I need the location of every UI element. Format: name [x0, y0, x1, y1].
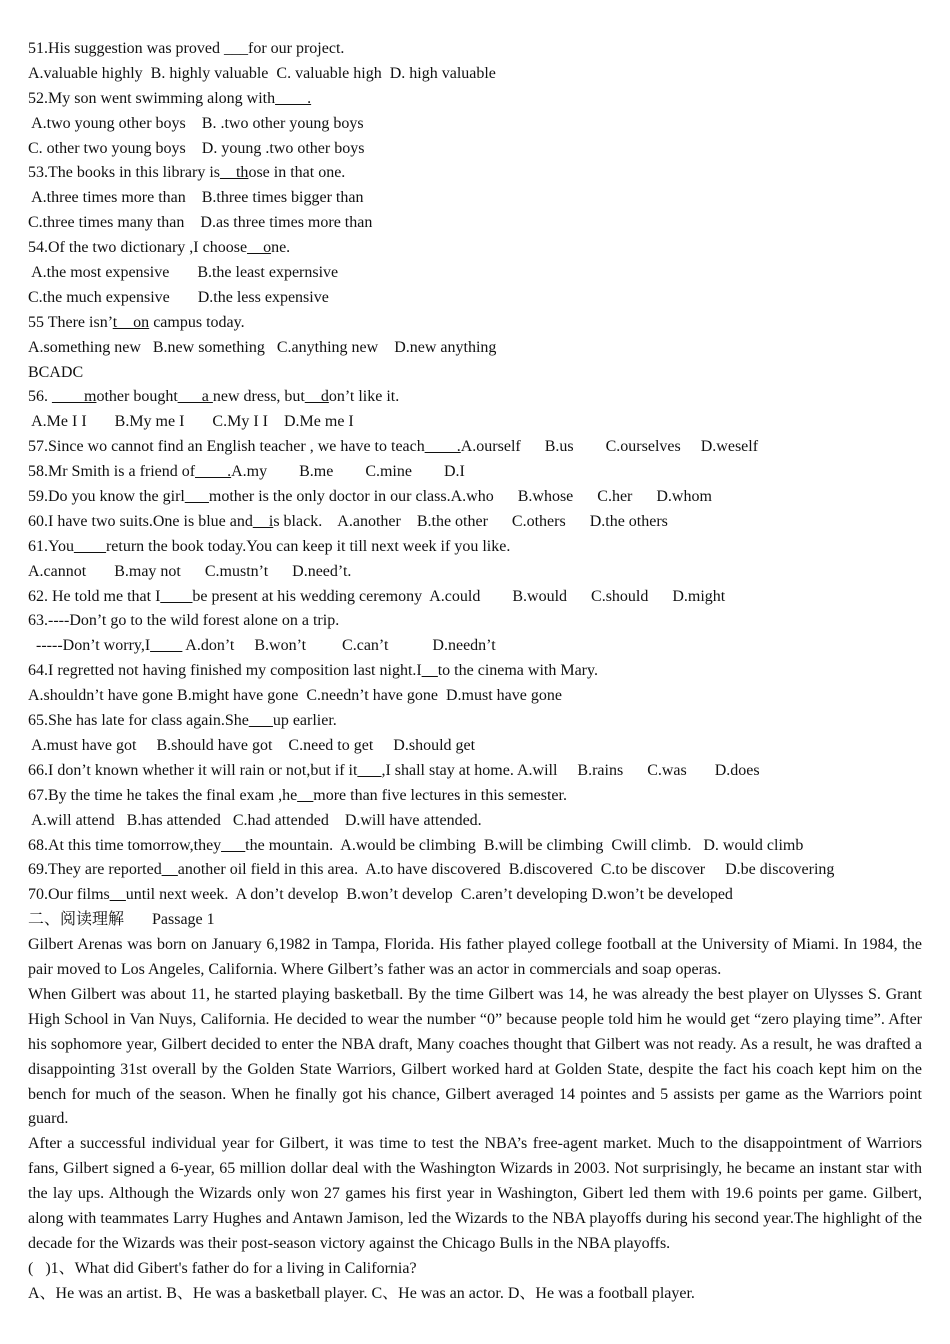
- exercise-line: [28, 286, 922, 311]
- exercise-line: [28, 883, 922, 908]
- text-segment: on’t like it.: [328, 388, 400, 406]
- text-segment: more than five lectures in this semester.: [313, 786, 567, 804]
- text-segment: -----Don’t worry,I: [28, 637, 151, 655]
- blank-segment: __: [109, 886, 126, 904]
- question-1: ( )1、What did Gibert's father do for a living in California?: [28, 1259, 417, 1277]
- exercise-line: [28, 585, 922, 610]
- text-segment: campus today.: [149, 313, 245, 331]
- text-segment: 62. He told me that I: [28, 587, 161, 605]
- text-segment: C.three times many than D.as three times more than: [28, 214, 373, 232]
- text-segment: s black. A.another B.the other C.others D.the others: [273, 512, 668, 530]
- text-segment: 63.----Don’t go to the wild forest alone on a trip.: [28, 612, 340, 630]
- document-page: [28, 37, 922, 1307]
- blank-segment: ___a: [177, 388, 213, 406]
- exercise-line: [28, 609, 922, 634]
- blank-segment: ____: [160, 587, 193, 605]
- text-segment: 67.By the time he takes the final exam ,he: [28, 786, 298, 804]
- exercise-line: [28, 211, 922, 236]
- exercise-line: [28, 161, 922, 186]
- exercise-line: [28, 361, 922, 386]
- exercise-line: [28, 759, 922, 784]
- text-segment: A.cannot B.may not C.mustn’t D.need’t.: [28, 562, 352, 580]
- text-segment: 70.Our films: [28, 886, 110, 904]
- exercise-line: [28, 87, 922, 112]
- text-segment: C. other two young boys D. young .two other boys: [28, 139, 365, 157]
- text-segment: C.the much expensive D.the less expensive: [28, 288, 329, 306]
- text-segment: ___: [223, 40, 248, 57]
- text-segment: 58.Mr Smith is a friend of: [28, 463, 196, 481]
- exercise-lines: [28, 37, 922, 933]
- text-segment: ,I shall stay at home. A.will B.rains C.was D.does: [381, 761, 760, 779]
- exercise-line: [28, 535, 922, 560]
- exercise-line: [28, 634, 922, 659]
- text-segment: until next week. A don’t develop B.won’t develop C.aren’t developing D.won’t be developed: [125, 886, 733, 904]
- exercise-line: [28, 560, 922, 585]
- exercise-line: [28, 385, 922, 410]
- blank-segment: __: [297, 786, 314, 804]
- blank-segment: ___: [248, 712, 273, 730]
- exercise-line: [28, 186, 922, 211]
- exercise-line: [28, 510, 922, 535]
- text-segment: 54.Of the two dictionary ,I choose: [28, 239, 248, 257]
- text-segment: mother is the only doctor in our class.A.who B.whose C.her D.whom: [208, 488, 712, 506]
- text-segment: 59.Do you know the girl: [28, 488, 185, 506]
- blank-segment: __d: [304, 388, 329, 406]
- blank-segment: __o: [247, 239, 272, 257]
- text-segment: 69.They are reported: [28, 861, 162, 879]
- blank-segment: ___: [357, 761, 382, 779]
- text-segment: A.must have got B.should have got C.need to get D.should get: [28, 736, 476, 754]
- text-segment: 64.I regretted not having finished my composition last night.I: [28, 662, 422, 680]
- text-segment: 51.His suggestion was proved: [28, 40, 224, 57]
- text-segment: A.valuable highly B. highly valuable C. valuable high D. high valuable: [28, 64, 496, 82]
- text-segment: A.shouldn’t have gone B.might have gone C.needn’t have gone D.must have gone: [28, 687, 562, 705]
- text-segment: be present at his wedding ceremony A.could B.would C.should D.might: [192, 587, 726, 605]
- blank-segment: __: [421, 662, 438, 680]
- text-segment: BCADC: [28, 363, 84, 381]
- text-segment: A.don’t B.won’t C.can’t D.needn’t: [182, 637, 496, 655]
- blank-segment: ____.: [195, 463, 232, 481]
- exercise-line: [28, 460, 922, 485]
- exercise-line: [28, 659, 922, 684]
- text-segment: ne.: [271, 239, 291, 257]
- text-segment: A.ourself B.us C.ourselves D.weself: [460, 438, 759, 456]
- text-segment: 55 There isn’: [28, 313, 113, 331]
- exercise-line: [28, 410, 922, 435]
- exercise-line: [28, 236, 922, 261]
- text-segment: for our project.: [247, 40, 345, 57]
- exercise-line: [28, 784, 922, 809]
- exercise-line: [28, 112, 922, 137]
- blank-segment: ___: [184, 488, 209, 506]
- exercise-line: [28, 336, 922, 361]
- blank-segment: ____: [73, 537, 106, 555]
- blank-segment: ___: [221, 836, 246, 854]
- text-segment: A.Me I I B.My me I C.My I I D.Me me I: [28, 413, 354, 431]
- exercise-line: [28, 684, 922, 709]
- text-segment: new dress, but: [212, 388, 305, 406]
- exercise-line: [28, 137, 922, 162]
- blank-segment: __: [161, 861, 178, 879]
- text-segment: 60.I have two suits.One is blue and: [28, 512, 253, 530]
- text-segment: to the cinema with Mary.: [437, 662, 598, 680]
- text-segment: A.will attend B.has attended C.had attended D.will have attended.: [28, 811, 482, 829]
- text-segment: up earlier.: [272, 712, 337, 730]
- exercise-line: [28, 908, 922, 933]
- exercise-line: [28, 709, 922, 734]
- text-segment: another oil field in this area. A.to have discovered B.discovered C.to be discover D.be discovering: [177, 861, 835, 879]
- blank-segment: __th: [219, 164, 249, 182]
- exercise-line: [28, 734, 922, 759]
- text-segment: the mountain. A.would be climbing B.will be climbing Cwill climb. D. would climb: [245, 836, 804, 854]
- exercise-line: [28, 485, 922, 510]
- text-segment: 二、阅读理解 Passage 1: [28, 911, 215, 929]
- exercise-line: [28, 62, 922, 87]
- text-segment: return the book today.You can keep it till next week if you like.: [105, 537, 511, 555]
- passage-paragraph-2: When Gilbert was about 11, he started playing basketball. By the time Gilbert was 14, he was already the best player on Ulysses S. Grant High School in Van Nuys, California. He decided to wear the number “0” because people told him he would get “zero playing time”. After his sophomore year, Gilbert decided to enter the NBA draft, Many coaches thought that Gilbert was not ready. As a result, he was drafted a disappointing 31st overall by the Golden State Warriors, Gilbert worked hard at Golden State, despite the fact his coach kept him on the bench for much of the season. When he finally got his chance, Gilbert averaged 14 pointes and 5 assists per game as the Warriors point guard.: [28, 985, 922, 1128]
- exercise-line: [28, 261, 922, 286]
- text-segment: ose in that one.: [248, 164, 346, 182]
- exercise-line: [28, 37, 922, 62]
- passage-paragraph-3: After a successful individual year for Gilbert, it was time to test the NBA’s free-agent market. Much to the disappointment of Warriors fans, Gilbert signed a 6-year, 65 million dollar deal with the Washington Wizards in 2003. Not surprisingly, he became an instant star with the lay ups. Although the Wizards only won 27 games his first year in Washington, Gibert led them with 19.6 points per game. Gilbert, along with teammates Larry Hughes and Antawn Jamison, led the Wizards to the NBA playoffs during his second year.The highlight of the decade for the Wizards was their post-season victory against the Chicago Bulls in the NBA playoffs.: [28, 1135, 922, 1252]
- blank-segment: t__on: [112, 313, 150, 331]
- text-segment: A.three times more than B.three times bigger than: [28, 189, 364, 207]
- exercise-line: [28, 435, 922, 460]
- text-segment: other bought: [96, 388, 178, 406]
- text-segment: 56.: [28, 388, 52, 406]
- blank-segment: ____.: [275, 89, 312, 107]
- blank-segment: ____m: [52, 388, 97, 406]
- blank-segment: __i: [252, 512, 274, 530]
- exercise-line: [28, 809, 922, 834]
- text-segment: A.my B.me C.mine D.I: [231, 463, 465, 481]
- text-segment: 66.I don’t known whether it will rain or not,but if it: [28, 761, 358, 779]
- exercise-line: [28, 858, 922, 883]
- text-segment: 57.Since wo cannot find an English teacher , we have to teach: [28, 438, 425, 456]
- text-segment: 52.My son went swimming along with: [28, 89, 276, 107]
- passage-paragraph-1: Gilbert Arenas was born on January 6,1982 in Tampa, Florida. His father played college football at the University of Miami. In 1984, the pair moved to Los Angeles, California. Where Gilbert’s father was an actor in commercials and soap operas.: [28, 936, 922, 978]
- text-segment: 53.The books in this library is: [28, 164, 220, 182]
- text-segment: 68.At this time tomorrow,they: [28, 836, 222, 854]
- text-segment: A.the most expensive B.the least expernsive: [28, 264, 339, 282]
- blank-segment: ____.: [424, 438, 461, 456]
- exercise-line: [28, 834, 922, 859]
- text-segment: A.something new B.new something C.anything new D.new anything: [28, 338, 497, 356]
- blank-segment: ____: [150, 637, 183, 655]
- text-segment: 61.You: [28, 537, 74, 555]
- text-segment: A.two young other boys B. .two other young boys: [28, 114, 364, 132]
- question-1-options: A、He was an artist. B、He was a basketball player. C、He was an actor. D、He was a football player.: [28, 1284, 695, 1302]
- exercise-line: [28, 311, 922, 336]
- text-segment: 65.She has late for class again.She: [28, 712, 249, 730]
